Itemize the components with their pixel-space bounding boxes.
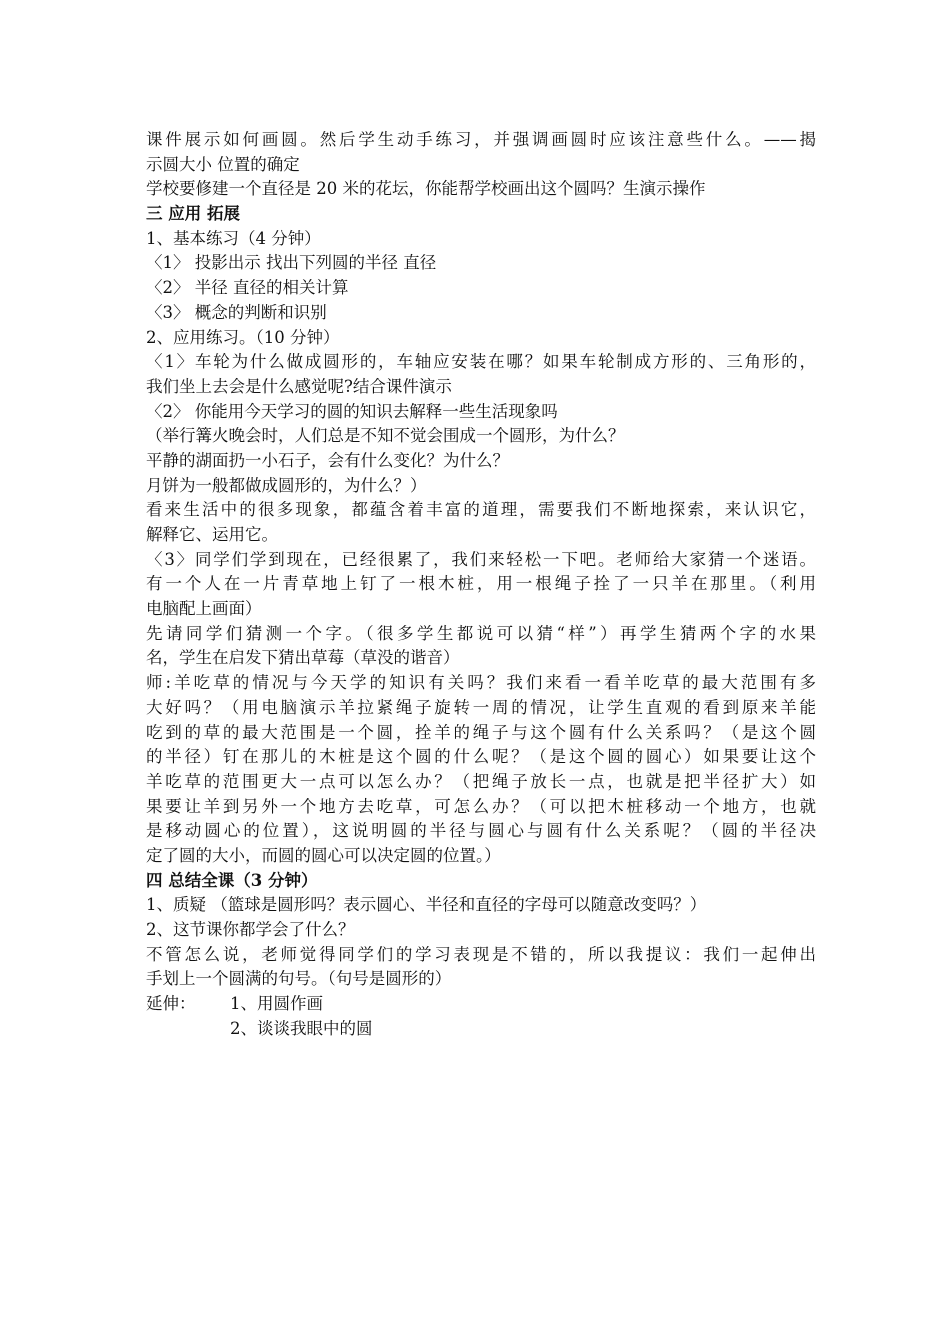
text-line: 2、应用练习。（10 分钟） bbox=[146, 327, 340, 347]
text-line: 〈2〉 半径 直径的相关计算 bbox=[146, 278, 349, 298]
text-line: 〈1〉车轮为什么做成圆形的，车轴应安装在哪？如果车轮制成方形的、三角形的， bbox=[146, 352, 816, 372]
text-line: 有一个人在一片青草地上钉了一根木桩，用一根绳子拴了一只羊在那里。（利用 bbox=[146, 574, 816, 594]
text-line: 大好吗？（用电脑演示羊拉紧绳子旋转一周的情况，让学生直观的看到原来羊能 bbox=[146, 697, 816, 717]
text-line: 看来生活中的很多现象，都蕴含着丰富的道理，需要我们不断地探索，来认识它， bbox=[146, 500, 816, 520]
text-line: 我们坐上去会是什么感觉呢?结合课件演示 bbox=[146, 376, 452, 396]
text-line: 1、质疑 （篮球是圆形吗？表示圆心、半径和直径的字母可以随意改变吗？） bbox=[146, 895, 707, 915]
text-line: 〈2〉 你能用今天学习的圆的知识去解释一些生活现象吗 bbox=[146, 401, 558, 421]
text-line: （举行篝火晚会时，人们总是不知不觉会围成一个圆形，为什么？ bbox=[146, 426, 625, 446]
extension-item: 2、谈谈我眼中的圆 bbox=[230, 1018, 373, 1038]
text-line: 平静的湖面扔一小石子，会有什么变化？为什么？ bbox=[146, 450, 509, 470]
text-line: 定了圆的大小，而圆的圆心可以决定圆的位置。） bbox=[146, 845, 501, 865]
text-line: 〈3〉 概念的判断和识别 bbox=[146, 302, 327, 322]
text-line: 是移动圆心的位置），这说明圆的半径与圆心与圆有什么关系呢？（圆的半径决 bbox=[146, 821, 816, 841]
text-line: 解释它、运用它。 bbox=[146, 525, 278, 544]
extension-label: 延伸： bbox=[146, 994, 196, 1014]
text-line: 手划上一个圆满的句号。（句号是圆形的） bbox=[146, 969, 452, 989]
text-line: 月饼为一般都做成圆形的，为什么？） bbox=[146, 475, 427, 495]
text-line: 吃到的草的最大范围是一个圆，拴羊的绳子与这个圆有什么关系吗？（是这个圆 bbox=[146, 722, 816, 742]
text-line: 电脑配上画面） bbox=[146, 599, 262, 619]
text-line: 课件展示如何画圆。然后学生动手练习，并强调画圆时应该注意些什么。——揭 bbox=[146, 130, 816, 149]
text-line: 〈1〉 投影出示 找出下列圆的半径 直径 bbox=[146, 253, 437, 273]
document-body bbox=[146, 128, 816, 1041]
text-line: 学校要修建一个直径是 20 米的花坛，你能帮学校画出这个圆吗？生演示操作 bbox=[146, 179, 706, 199]
text-line: 1、基本练习（4 分钟） bbox=[146, 228, 321, 248]
text-line: 2、这节课你都学会了什么？ bbox=[146, 920, 355, 939]
text-line: 师:羊吃草的情况与今天学的知识有关吗？我们来看一看羊吃草的最大范围有多 bbox=[146, 673, 816, 693]
text-line: 先请同学们猜测一个字。（很多学生都说可以猜“样”）再学生猜两个字的水果 bbox=[146, 623, 816, 643]
text-line: 〈3〉同学们学到现在，已经很累了，我们来轻松一下吧。老师给大家猜一个迷语。 bbox=[146, 549, 816, 569]
text-line: 示圆大小 位置的确定 bbox=[146, 154, 300, 174]
section-heading: 三 应用 拓展 bbox=[146, 204, 240, 224]
extension-item: 1、用圆作画 bbox=[230, 994, 323, 1014]
extension-row bbox=[146, 992, 816, 1017]
text-line: 名，学生在启发下猜出草莓（草没的谐音） bbox=[146, 648, 460, 668]
text-line: 不管怎么说，老师觉得同学们的学习表现是不错的，所以我提议：我们一起伸出 bbox=[146, 944, 816, 964]
text-line: 的半径）钉在那儿的木桩是这个圆的什么呢？（是这个圆的圆心）如果要让这个 bbox=[146, 747, 816, 767]
text-line: 羊吃草的范围更大一点可以怎么办？（把绳子放长一点，也就是把半径扩大）如 bbox=[146, 771, 816, 791]
text-line: 果要让羊到另外一个地方去吃草，可怎么办？（可以把木桩移动一个地方，也就 bbox=[146, 796, 816, 816]
section-heading: 四 总结全课（3 分钟） bbox=[146, 870, 318, 890]
